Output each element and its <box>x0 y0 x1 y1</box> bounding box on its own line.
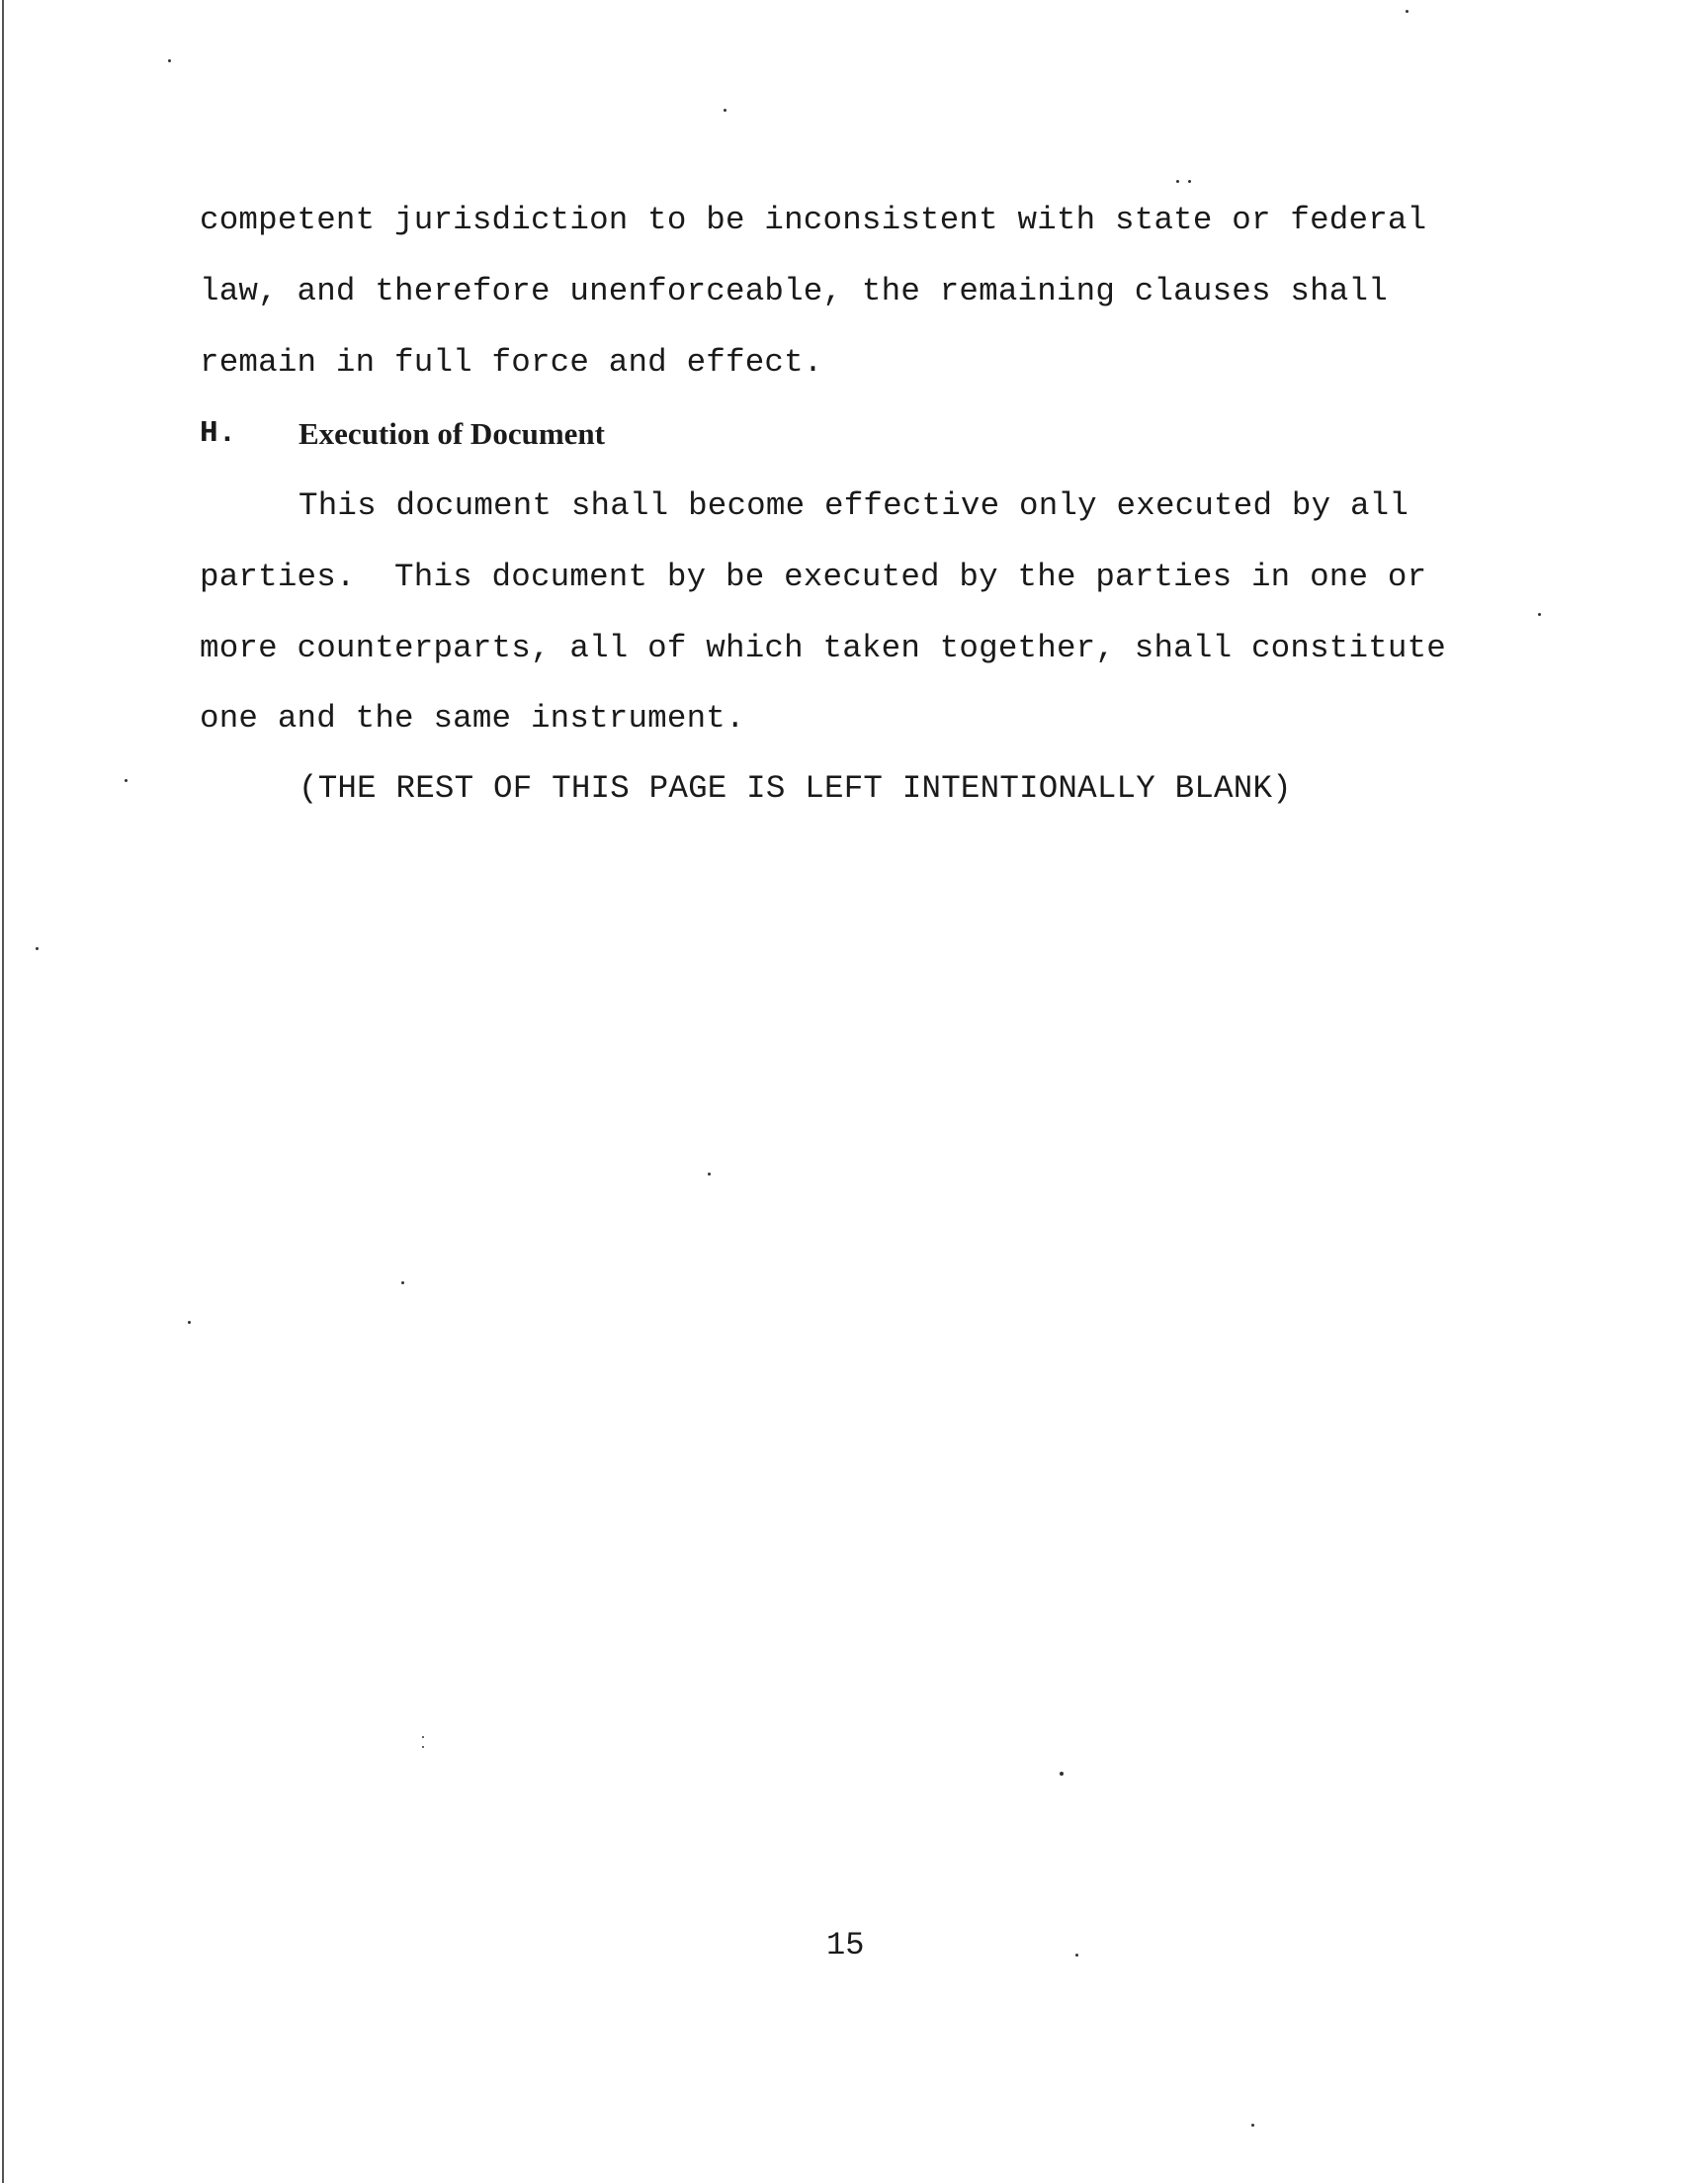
scan-speck <box>188 1321 191 1324</box>
paragraph-2-line-2: parties. This document by be executed by the parties in one or <box>200 559 1427 595</box>
scan-speck <box>1176 180 1179 183</box>
section-h-title: Execution of Document <box>299 416 605 451</box>
paragraph-1-line-1: competent jurisdiction to be inconsistent with state or federal <box>200 202 1427 238</box>
scan-speck <box>401 1281 404 1284</box>
blank-page-notice: (THE REST OF THIS PAGE IS LEFT INTENTIONALLY BLANK) <box>299 770 1292 807</box>
scan-speck <box>1406 10 1409 13</box>
scan-speck <box>36 947 39 950</box>
scan-speck <box>1251 2124 1254 2127</box>
paragraph-2-line-3: more counterparts, all of which taken together, shall constitute <box>200 630 1447 666</box>
paragraph-2-line-1: This document shall become effective only executed by all <box>299 487 1409 524</box>
paragraph-1-line-3: remain in full force and effect. <box>200 344 823 381</box>
section-h-letter: H. <box>200 416 237 451</box>
scan-speck <box>1538 613 1541 616</box>
page-number: 15 <box>826 1927 865 1964</box>
scan-speck <box>422 1746 424 1748</box>
binding-edge-line <box>2 0 4 2183</box>
scan-speck <box>1060 1772 1064 1776</box>
scan-speck <box>708 1173 711 1176</box>
scan-speck <box>422 1736 424 1738</box>
scan-speck <box>1188 180 1191 183</box>
scan-speck <box>168 59 171 62</box>
scan-speck <box>1075 1954 1078 1957</box>
scan-speck <box>724 109 726 112</box>
paragraph-2-line-4: one and the same instrument. <box>200 700 745 737</box>
scan-speck <box>125 779 128 782</box>
paragraph-1-line-2: law, and therefore unenforceable, the remaining clauses shall <box>200 273 1388 309</box>
